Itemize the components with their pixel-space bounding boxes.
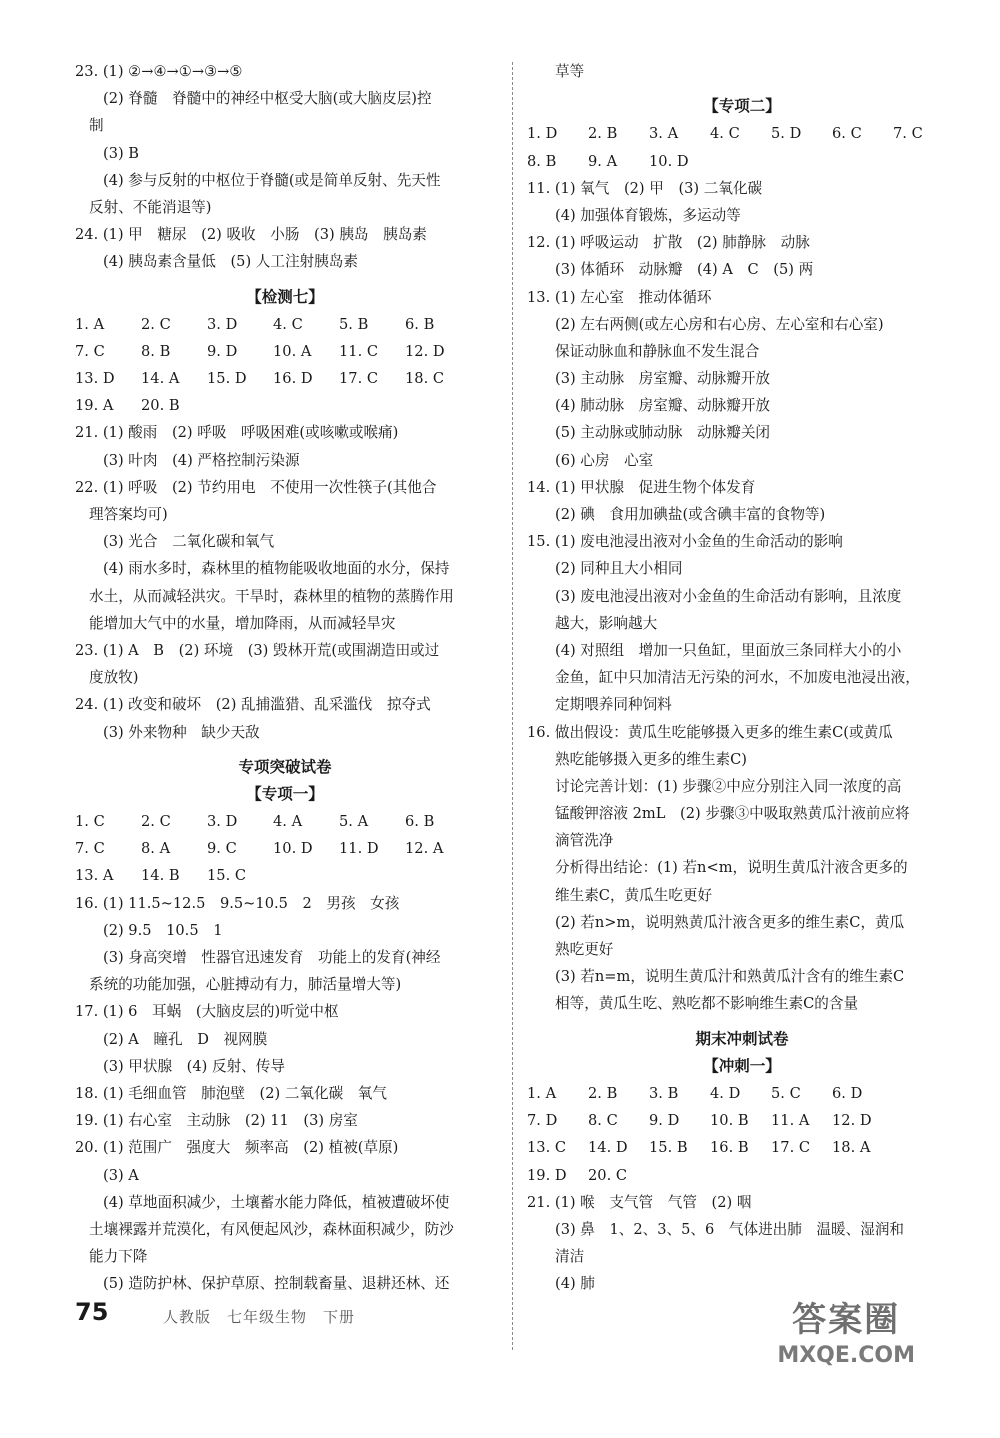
answer-line: 度放牧) [89, 669, 139, 687]
answer-choice: 13. C [527, 1139, 567, 1157]
answer-line: 12. (1) 呼吸运动 扩散 (2) 肺静脉 动脉 [527, 234, 810, 252]
answer-line: 保证动脉血和静脉血不发生混合 [555, 342, 760, 360]
answer-line: (4) 雨水多时，森林里的植物能吸收地面的水分，保持 [103, 560, 450, 578]
answer-line: 理答案均可) [89, 506, 168, 523]
answer-line: 22. (1) 呼吸 (2) 节约用电 不使用一次性筷子(其他合 [75, 478, 437, 496]
answer-line: 15. (1) 废电池浸出液对小金鱼的生命活动的影响 [527, 533, 843, 551]
answer-line: 土壤裸露并荒漠化，有风便起风沙，森林面积减少，防沙 [89, 1220, 454, 1238]
answer-choice: 7. D [527, 1112, 558, 1130]
answer-choice: 19. A [75, 397, 114, 415]
answer-choice: 16. D [273, 370, 313, 388]
answer-line: 滴管洗净 [555, 832, 614, 850]
spacer [75, 276, 495, 284]
answer-line: (4) 肺动脉 房室瓣、动脉瓣开放 [555, 397, 771, 415]
answer-line: (5) 主动脉或肺动脉 动脉瓣关闭 [555, 424, 771, 442]
answer-line: 24. (1) 改变和破坏 (2) 乱捕滥猎、乱采滥伐 掠夺式 [75, 696, 431, 714]
answer-choice: 7. C [75, 840, 105, 858]
answer-choice: 19. D [527, 1166, 567, 1184]
answer-choice: 8. A [141, 840, 171, 858]
answer-choice: 2. B [588, 1084, 618, 1102]
answer-line: 草等 [555, 63, 585, 80]
answer-choice: 2. B [588, 125, 618, 143]
answer-row [527, 148, 957, 175]
answer-choice: 4. A [273, 813, 303, 831]
answer-choice: 3. D [207, 813, 238, 831]
section-heading: 【专项二】 [703, 97, 781, 116]
answer-line: (3) A [103, 1166, 139, 1184]
answer-line: 金鱼，缸中只加清洁无污染的河水，不加废电池浸出液， [555, 669, 920, 687]
answer-choice: 13. D [75, 370, 115, 388]
answer-line: 23. (1) A B (2) 环境 (3) 毁林开荒(或围湖造田或过 [75, 641, 440, 659]
spacer [527, 1018, 957, 1026]
answer-line: 反射、不能消退等) [89, 198, 212, 216]
answer-choice: 10. A [273, 342, 312, 360]
answer-row [75, 392, 495, 419]
answer-line: 21. (1) 喉 支气管 气管 (2) 咽 [527, 1193, 752, 1211]
answer-line: (3) B [103, 144, 140, 162]
answer-choice: 17. C [771, 1139, 811, 1157]
answer-choice: 4. D [710, 1084, 741, 1102]
answer-line: (3) 叶肉 (4) 严格控制污染源 [103, 451, 300, 469]
answer-line: (3) 若n=m，说明生黄瓜汁和熟黄瓜汁含有的维生素C [555, 968, 905, 986]
answer-choice: 18. A [832, 1139, 871, 1157]
answer-line: 17. (1) 6 耳蜗 (大脑皮层的)听觉中枢 [75, 1003, 339, 1021]
answer-line: 制 [89, 117, 104, 135]
answer-line: (3) 外来物种 缺少天敌 [103, 723, 260, 741]
answer-choice: 9. A [588, 152, 618, 170]
answer-choice: 14. B [141, 867, 180, 885]
answer-line: 14. (1) 甲状腺 促进生物个体发育 [527, 478, 756, 496]
answer-row [527, 1107, 957, 1134]
answer-choice: 1. C [75, 813, 105, 831]
answer-line: (2) 同种且大小相同 [555, 560, 683, 578]
spacer [527, 85, 957, 93]
answer-choice: 9. D [649, 1112, 680, 1130]
answer-line: (3) 甲状腺 (4) 反射、传导 [103, 1057, 285, 1075]
answer-line: 锰酸钾溶液 2mL (2) 步骤③中吸取熟黄瓜汁液前应将 [555, 805, 910, 823]
answer-line: (3) 主动脉 房室瓣、动脉瓣开放 [555, 370, 771, 388]
answer-line: 能增加大气中的水量，增加降雨，从而减轻旱灾 [89, 614, 396, 632]
answer-row [75, 808, 495, 835]
answer-line: 16. (1) 11.5~12.5 9.5~10.5 2 男孩 女孩 [75, 894, 400, 912]
answer-line: 分析得出结论：(1) 若n<m，说明生黄瓜汁液含更多的 [555, 859, 908, 877]
spacer [75, 746, 495, 754]
answer-line: 水土，从而减轻洪灾。干旱时，森林里的植物的蒸腾作用 [89, 587, 454, 605]
answer-choice: 1. D [527, 125, 558, 143]
answer-line: 讨论完善计划：(1) 步骤②中应分别注入同一浓度的高 [555, 777, 902, 795]
answer-line: (3) 鼻 1、2、3、5、6 气体进出肺 温暖、湿润和 [555, 1220, 905, 1238]
answer-choice: 8. C [588, 1112, 618, 1130]
answer-line: 定期喂养同种饲料 [555, 696, 672, 714]
answer-choice: 8. B [527, 152, 557, 170]
answer-line: (2) 若n>m，说明熟黄瓜汁液含更多的维生素C，黄瓜 [555, 913, 905, 931]
answer-row [527, 1162, 957, 1189]
answer-choice: 6. B [405, 315, 435, 333]
answer-line: (5) 造防护林、保护草原、控制载畜量、退耕还林、还 [103, 1275, 450, 1293]
answer-line: 21. (1) 酸雨 (2) 呼吸 呼吸困难(或咳嗽或喉痛) [75, 424, 399, 442]
answer-choice: 5. A [339, 813, 369, 831]
answer-line: (3) 光合 二氧化碳和氧气 [103, 533, 275, 551]
answer-choice: 12. D [405, 342, 445, 360]
section-heading: 【专项一】 [246, 784, 324, 803]
column-divider [512, 62, 513, 1350]
section-heading: 【检测七】 [246, 287, 324, 306]
answer-choice: 7. C [893, 125, 923, 143]
answer-line: 相等，黄瓜生吃、熟吃都不影响维生素C的含量 [555, 995, 859, 1013]
section-heading: 【冲刺一】 [703, 1056, 781, 1075]
answer-choice: 13. A [75, 867, 114, 885]
answer-choice: 15. D [207, 370, 247, 388]
answer-line: (2) 脊髓 脊髓中的神经中枢受大脑(或大脑皮层)控 [103, 90, 432, 108]
answer-line: (4) 参与反射的中枢位于脊髓(或是简单反射、先天性 [103, 171, 441, 189]
answer-line: 23. (1) ②→④→①→③→⑤ [75, 63, 243, 80]
answer-choice: 7. C [75, 342, 105, 360]
answer-line: 13. (1) 左心室 推动体循环 [527, 288, 712, 306]
answer-choice: 5. D [771, 125, 802, 143]
answer-line: 能力下降 [89, 1248, 148, 1266]
answer-line: (4) 加强体育锻炼，多运动等 [555, 206, 741, 224]
watermark-main: 答案圈 [792, 1300, 901, 1340]
answer-line: 熟吃能够摄入更多的维生素C) [555, 750, 747, 768]
answer-choice: 11. D [339, 840, 379, 858]
answer-choice: 12. D [832, 1112, 872, 1130]
section-heading: 期末冲刺试卷 [695, 1029, 789, 1048]
answer-row [527, 1080, 957, 1107]
answer-choice: 14. D [588, 1139, 628, 1157]
answer-choice: 17. C [339, 370, 379, 388]
answer-line: 越大，影响越大 [555, 614, 658, 632]
answer-choice: 1. A [75, 315, 105, 333]
answer-choice: 8. B [141, 342, 171, 360]
answer-choice: 9. C [207, 840, 237, 858]
answer-choice: 20. C [588, 1166, 628, 1184]
answer-choice: 3. D [207, 315, 238, 333]
answer-line: 24. (1) 甲 糖尿 (2) 吸收 小肠 (3) 胰岛 胰岛素 [75, 226, 427, 244]
answer-line: (2) A 瞳孔 D 视网膜 [103, 1030, 268, 1048]
answer-line: (4) 胰岛素含量低 (5) 人工注射胰岛素 [103, 253, 358, 271]
right-column [527, 58, 957, 1297]
answer-line: (3) 废电池浸出液对小金鱼的生命活动有影响，且浓度 [555, 587, 902, 605]
answer-choice: 10. D [649, 152, 689, 170]
watermark-url: MXQE.COM [777, 1343, 915, 1368]
answer-line: (2) 碘 食用加碘盐(或含碘丰富的食物等) [555, 506, 826, 523]
answer-line: 19. (1) 右心室 主动脉 (2) 11 (3) 房室 [75, 1112, 358, 1130]
answer-line: (6) 心房 心室 [555, 451, 654, 469]
left-column [75, 58, 495, 1297]
answer-choice: 6. D [832, 1084, 863, 1102]
answer-row [527, 1134, 957, 1161]
answer-line: 熟吃更好 [555, 941, 614, 958]
page-footer [75, 1292, 955, 1368]
answer-choice: 9. D [207, 342, 238, 360]
page-number: 75 [75, 1298, 109, 1326]
book-info: 人教版 七年级生物 下册 [163, 1308, 356, 1326]
answer-choice: 15. C [207, 867, 247, 885]
answer-choice: 16. B [710, 1139, 749, 1157]
answer-row [527, 120, 957, 147]
answer-choice: 4. C [710, 125, 740, 143]
answer-choice: 14. A [141, 370, 180, 388]
answer-choice: 18. C [405, 370, 445, 388]
answer-line: (4) 肺 [555, 1275, 595, 1293]
answer-choice: 4. C [273, 315, 303, 333]
answer-line: 系统的功能加强，心脏搏动有力，肺活量增大等) [89, 976, 402, 994]
section-heading: 专项突破试卷 [238, 757, 332, 776]
answer-line: (2) 左右两侧(或左心房和右心房、左心室和右心室) [555, 315, 884, 333]
answer-line: (3) 身高突增 性器官迅速发育 功能上的发育(神经 [103, 949, 441, 966]
answer-choice: 11. A [771, 1112, 810, 1130]
answer-line: 清洁 [555, 1248, 585, 1266]
answer-choice: 11. C [339, 342, 379, 360]
answer-choice: 6. C [832, 125, 862, 143]
watermark-logo [777, 1292, 915, 1368]
answer-choice: 15. B [649, 1139, 688, 1157]
answer-choice: 1. A [527, 1084, 557, 1102]
answer-row [75, 835, 495, 862]
answer-choice: 2. C [141, 813, 171, 831]
answer-line: 18. (1) 毛细血管 肺泡壁 (2) 二氧化碳 氧气 [75, 1084, 387, 1102]
answer-line: 11. (1) 氧气 (2) 甲 (3) 二氧化碳 [527, 179, 763, 197]
answer-row [75, 338, 495, 365]
answer-choice: 20. B [141, 397, 180, 415]
answer-choice: 5. C [771, 1084, 801, 1102]
answer-row [75, 311, 495, 338]
answer-choice: 3. A [649, 125, 679, 143]
answer-line: 维生素C，黄瓜生吃更好 [555, 886, 713, 904]
answer-line: (4) 对照组 增加一只鱼缸，里面放三条同样大小的小 [555, 641, 902, 659]
answer-line: (4) 草地面积减少，土壤蓄水能力降低，植被遭破坏使 [103, 1193, 450, 1211]
answer-line: 20. (1) 范围广 强度大 频率高 (2) 植被(草原) [75, 1139, 399, 1157]
answer-choice: 12. A [405, 840, 444, 858]
answer-choice: 2. C [141, 315, 171, 333]
answer-row [75, 365, 495, 392]
answer-line: (3) 体循环 动脉瓣 (4) A C (5) 两 [555, 261, 814, 279]
answer-line: (2) 9.5 10.5 1 [103, 921, 223, 939]
answer-choice: 5. B [339, 315, 369, 333]
answer-choice: 3. B [649, 1084, 679, 1102]
answer-choice: 10. D [273, 840, 313, 858]
answer-choice: 6. B [405, 813, 435, 831]
answer-row [75, 862, 495, 889]
answer-line: 16. 做出假设：黄瓜生吃能够摄入更多的维生素C(或黄瓜 [527, 723, 893, 741]
answer-choice: 10. B [710, 1112, 749, 1130]
